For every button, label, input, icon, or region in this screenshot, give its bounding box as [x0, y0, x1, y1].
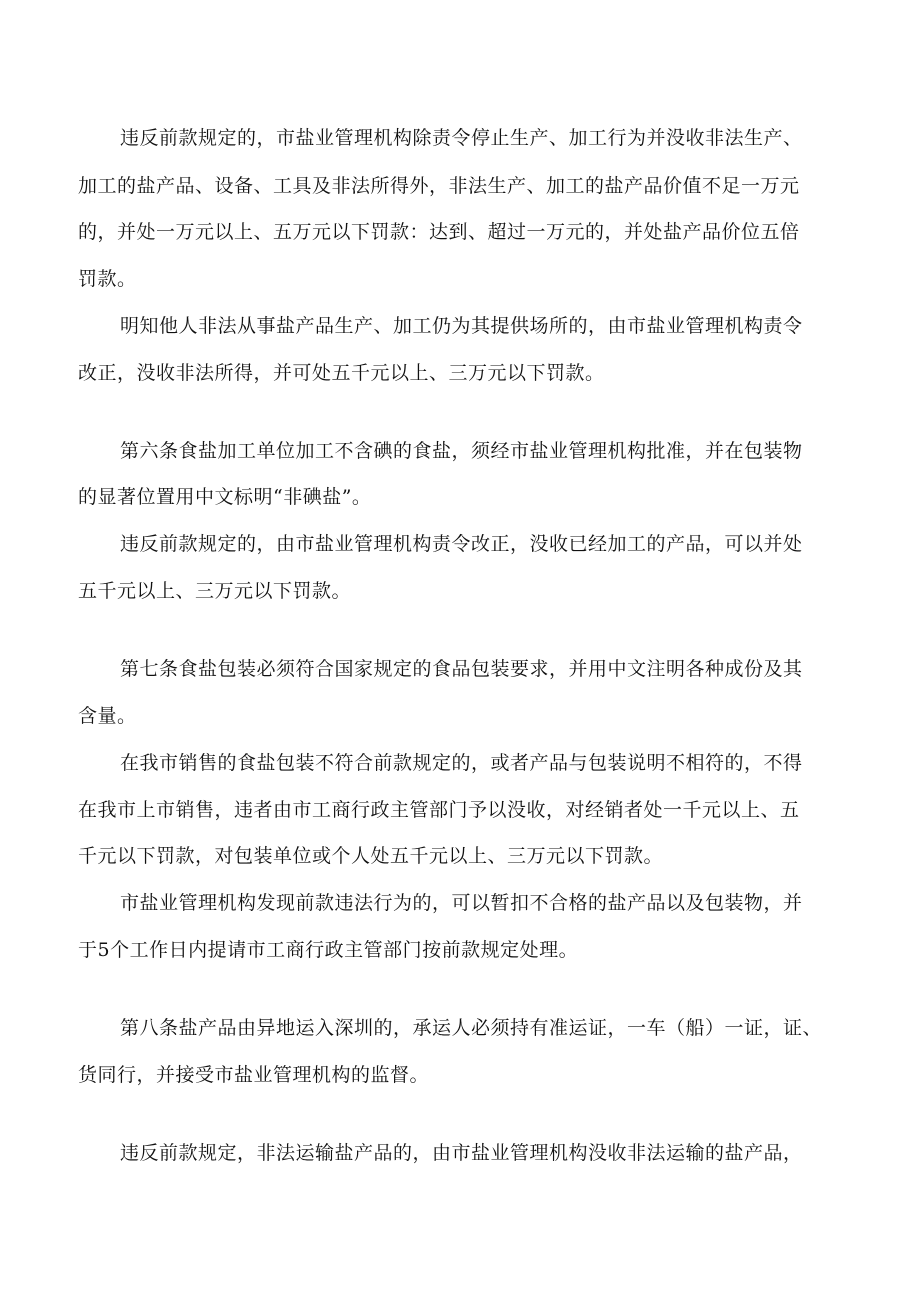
paragraph-6-line-2: 在我市上市销售，违者由市工商行政主管部门予以没收，对经销者处一千元以上、五 [78, 799, 800, 821]
paragraph-6-line-1: 在我市销售的食盐包装不符合前款规定的，或者产品与包装说明不相符的，不得 [120, 752, 803, 774]
paragraph-9-line-1: 违反前款规定，非法运输盐产品的，由市盐业管理机构没收非法运输的盐产品， [120, 1142, 803, 1164]
paragraph-7-line-1: 市盐业管理机构发现前款违法行为的，可以暂扣不合格的盐产品以及包装物，并 [120, 892, 803, 914]
paragraph-4-line-1: 违反前款规定的，由市盐业管理机构责令改正，没收已经加工的产品，可以并处 [120, 533, 803, 555]
paragraph-1-line-3: 的，并处一万元以上、五万元以下罚款：达到、超过一万元的，并处盐产品价位五倍 [78, 221, 800, 243]
article-8-line-2: 货同行，并接受市盐业管理机构的监督。 [78, 1064, 430, 1086]
paragraph-6-line-3: 千元以下罚款，对包装单位或个人处五千元以上、三万元以下罚款。 [78, 845, 664, 867]
article-7-line-1: 第七条食盐包装必须符合国家规定的食品包装要求，并用中文注明各种成份及其 [120, 658, 803, 680]
article-6-line-1: 第六条食盐加工单位加工不含碘的食盐，须经市盐业管理机构批准，并在包装物 [120, 440, 803, 462]
article-8-line-1: 第八条盐产品由异地运入深圳的，承运人必须持有准运证，一车（船）一证，证、 [120, 1017, 823, 1039]
paragraph-1-line-1: 违反前款规定的，市盐业管理机构除责令停止生产、加工行为并没收非法生产、 [120, 127, 803, 149]
paragraph-4-line-2: 五千元以上、三万元以下罚款。 [78, 580, 352, 602]
paragraph-1-line-4: 罚款。 [78, 268, 137, 290]
paragraph-7-line-2: 于5个工作日内提请市工商行政主管部门按前款规定处理。 [78, 939, 579, 961]
paragraph-1-line-2: 加工的盐产品、设备、工具及非法所得外，非法生产、加工的盐产品价值不足一万元 [78, 175, 800, 197]
article-7-line-2: 含量。 [78, 705, 137, 727]
paragraph-2-line-1: 明知他人非法从事盐产品生产、加工仍为其提供场所的，由市盐业管理机构责令 [120, 315, 803, 337]
paragraph-2-line-2: 改正，没收非法所得，并可处五千元以上、三万元以下罚款。 [78, 362, 605, 384]
article-6-line-2: 的显著位置用中文标明“非碘盐”。 [78, 486, 372, 508]
